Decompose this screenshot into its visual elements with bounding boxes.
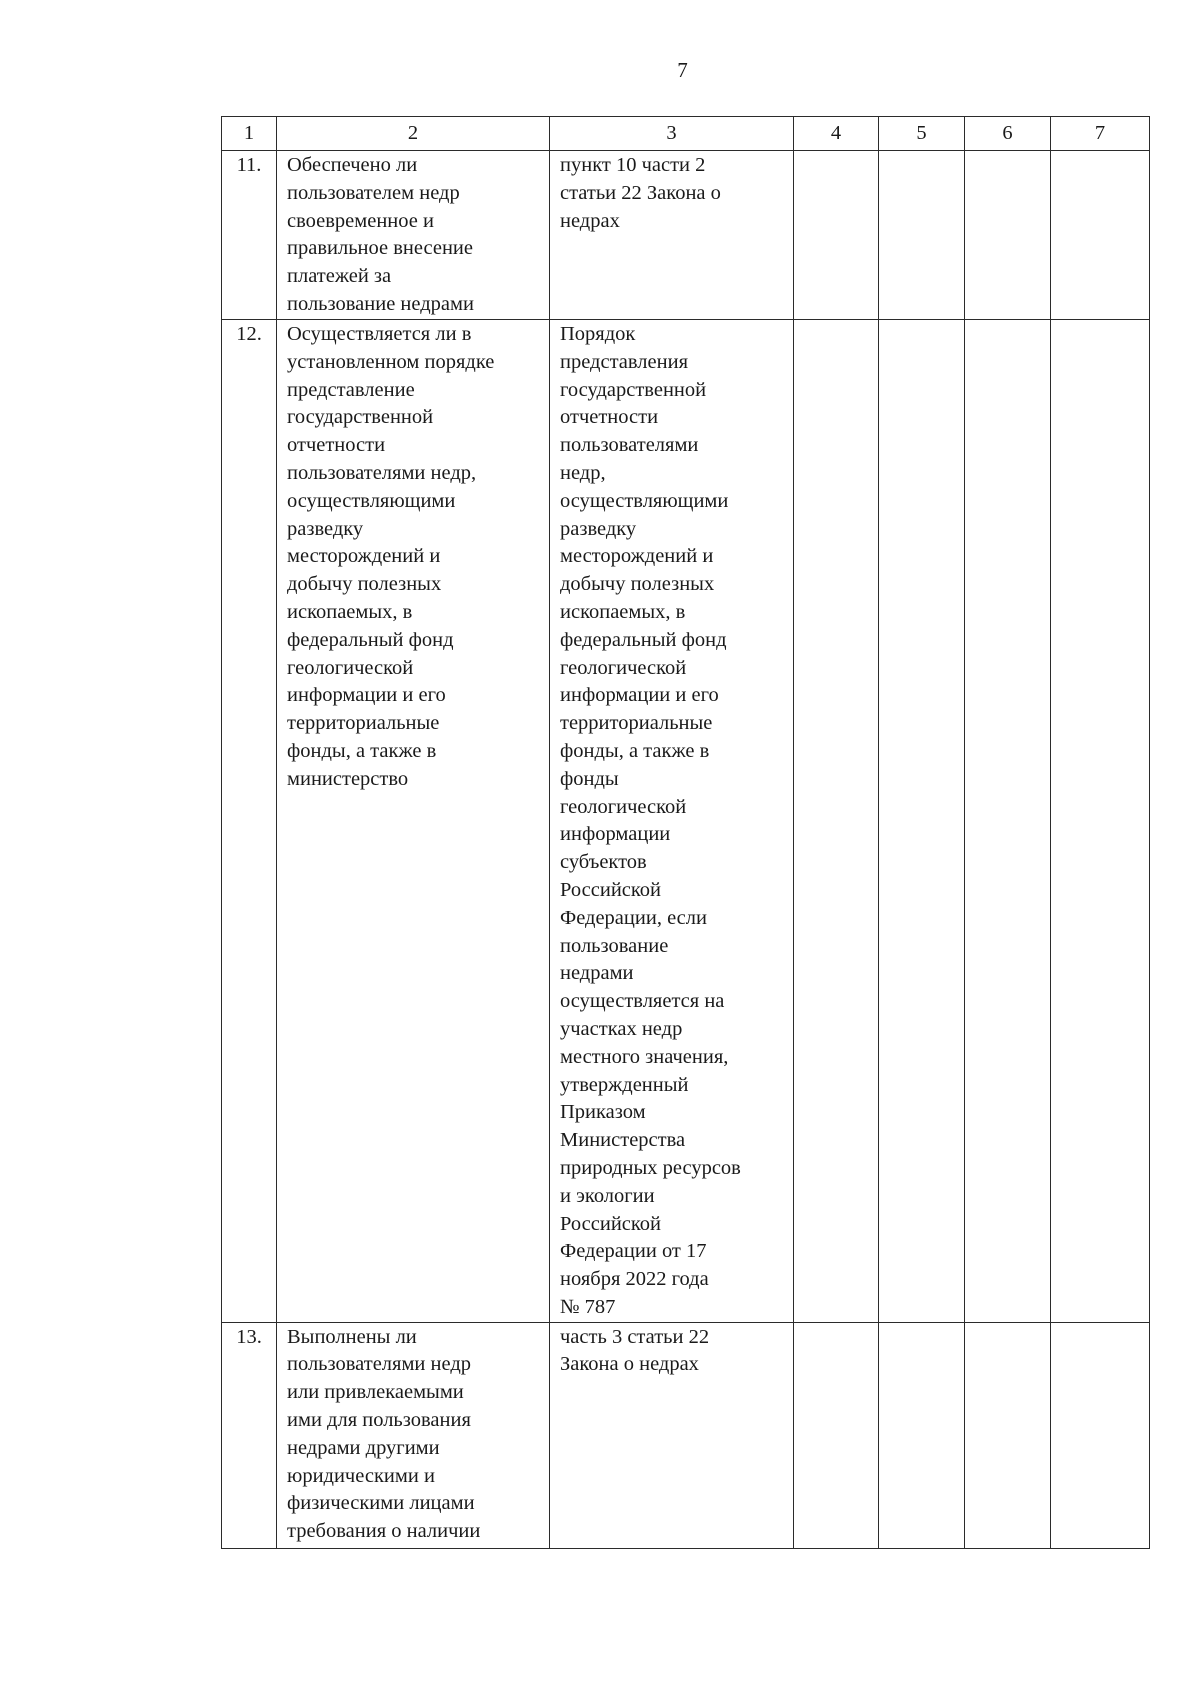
answer-cell [794, 151, 879, 320]
row-number: 11. [222, 151, 277, 320]
row-number: 12. [222, 320, 277, 1323]
answer-cell [965, 320, 1051, 1323]
legal-basis-cell [550, 151, 794, 320]
legal-basis-text: часть 3 статьи 22 Закона о недрах [560, 1325, 710, 1376]
answer-cell [1051, 151, 1150, 320]
legal-basis-text: пункт 10 части 2 статьи 22 Закона о недрах [560, 154, 721, 232]
legal-basis-cell [550, 1322, 794, 1548]
checklist-table [221, 116, 1150, 1549]
question-text: Выполнены ли пользователями недр или привлекаемыми ими для пользования недрами другими юридическими и физическими лицами требования о наличии [287, 1325, 481, 1543]
table-row [222, 1322, 1150, 1548]
answer-cell [794, 320, 879, 1323]
column-header: 7 [1051, 117, 1150, 151]
table-row [222, 320, 1150, 1323]
page-number: 7 [677, 58, 688, 82]
table-row [222, 151, 1150, 320]
answer-cell [879, 1322, 965, 1548]
question-cell [277, 320, 550, 1323]
legal-basis-cell [550, 320, 794, 1323]
column-header: 6 [965, 117, 1051, 151]
answer-cell [965, 1322, 1051, 1548]
answer-cell [879, 320, 965, 1323]
answer-cell [1051, 320, 1150, 1323]
column-header: 3 [550, 117, 794, 151]
column-header: 1 [222, 117, 277, 151]
question-cell [277, 151, 550, 320]
question-text: Осуществляется ли в установленном порядке представление государственной отчетности пользователями недр, осуществляющими разведку месторождений и добычу полезных ископаемых, в федеральный фонд геологической информации и его территориальные фонды, а также в министерство [287, 323, 495, 790]
column-header: 5 [879, 117, 965, 151]
legal-basis-text: Порядок представления государственной отчетности пользователями недр, осуществляющими разведку месторождений и добычу полезных ископаемых, в федеральный фонд геологической информации и его территориальные фонды, а также в фонды геологической информации субъектов Российской Федерации, если пользование недрами осуществляется на участках недр местного значения, утвержденный Приказом Министерства природных ресурсов и экологии Российской Федерации от 17 ноября 2022 года № 787 [560, 323, 741, 1318]
answer-cell [1051, 1322, 1150, 1548]
answer-cell [794, 1322, 879, 1548]
answer-cell [965, 151, 1051, 320]
column-header: 2 [277, 117, 550, 151]
column-header: 4 [794, 117, 879, 151]
answer-cell [879, 151, 965, 320]
row-number: 13. [222, 1322, 277, 1548]
question-cell [277, 1322, 550, 1548]
question-text: Обеспечено ли пользователем недр своевременное и правильное внесение платежей за пользование недрами [287, 154, 474, 315]
table-header-row [222, 117, 1150, 151]
